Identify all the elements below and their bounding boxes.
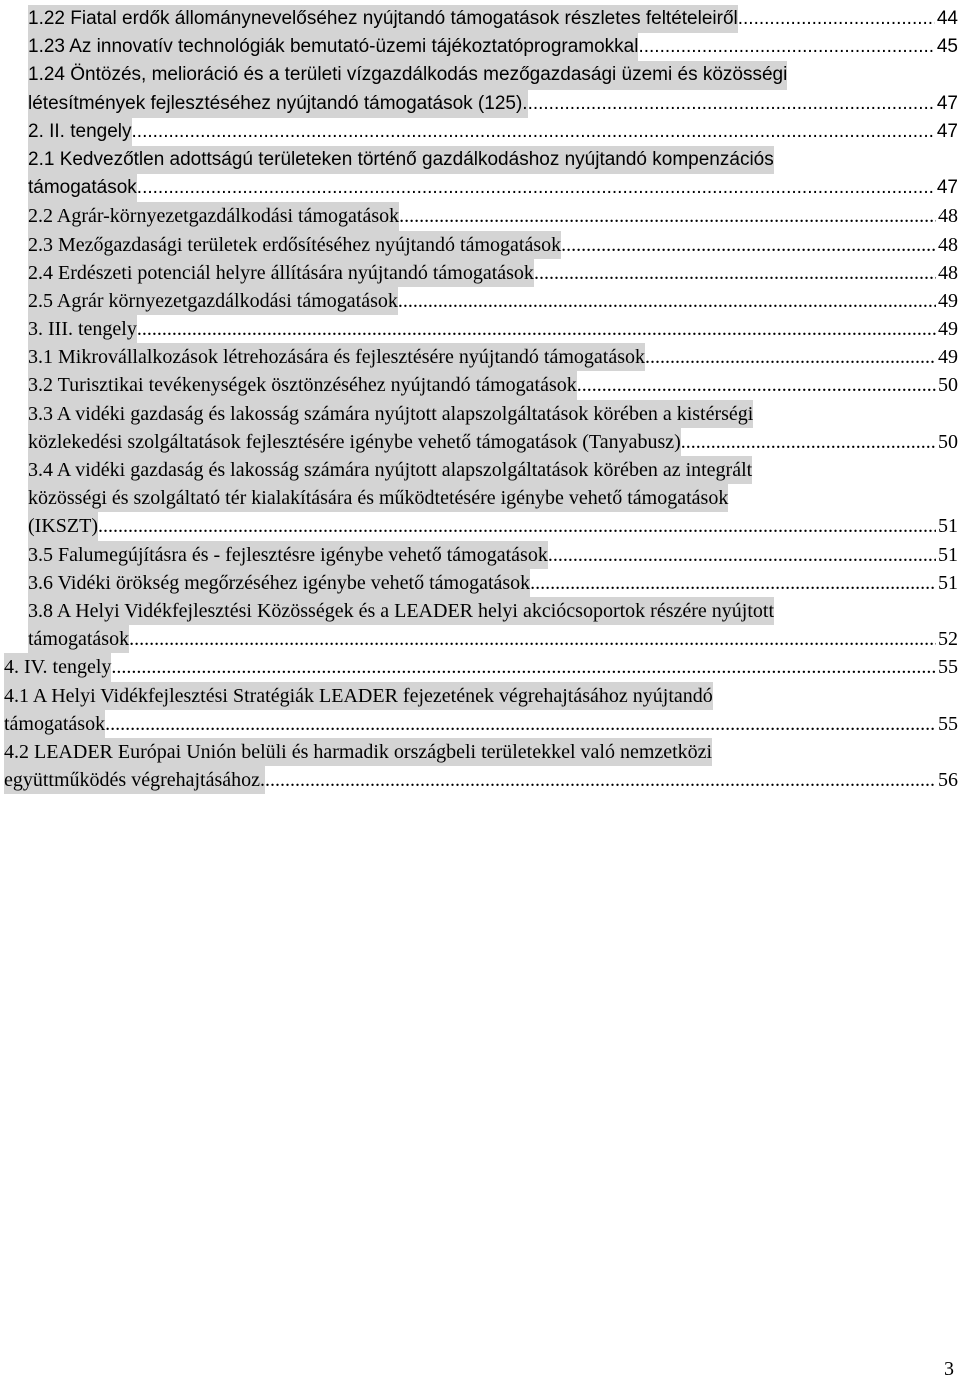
toc-entry-text: 2.4 Erdészeti potenciál helyre állítására nyújtandó támogatások: [28, 259, 534, 287]
toc-entry-text: 4.1 A Helyi Vidékfejlesztési Stratégiák LEADER fejezetének végrehajtásához nyújtandó: [4, 682, 713, 710]
table-of-contents: [4, 5, 958, 794]
toc-dot-leader: [577, 371, 936, 399]
toc-page-number: 55: [938, 712, 958, 735]
toc-page-number: 51: [938, 571, 958, 594]
toc-entry-text: 3.5 Falumegújításra és - fejlesztésre igénybe vehető támogatások: [28, 541, 548, 569]
toc-dot-leader: [681, 428, 936, 456]
toc-entry[interactable]: [4, 33, 958, 61]
toc-page-number: 48: [938, 233, 958, 256]
toc-entry[interactable]: [4, 315, 958, 343]
toc-entry-text: 1.22 Fiatal erdők állománynevelőséhez nyújtandó támogatások részletes feltételeiről: [28, 5, 738, 33]
toc-entry-text: támogatások: [28, 174, 137, 202]
toc-page-number: 47: [936, 92, 958, 114]
toc-entry-text: 4. IV. tengely: [4, 653, 111, 681]
toc-page-number: 45: [936, 36, 958, 58]
toc-page-number: 49: [938, 318, 958, 341]
toc-entry[interactable]: [4, 259, 958, 287]
toc-entry[interactable]: [4, 343, 958, 371]
toc-entry[interactable]: [4, 400, 958, 456]
toc-entry-text: 3.2 Turisztikai tevékenységek ösztönzéséhez nyújtandó támogatások: [28, 371, 577, 399]
toc-entry-text: 3. III. tengely: [28, 315, 137, 343]
toc-page-number: 55: [938, 656, 958, 679]
toc-dot-leader: [98, 512, 936, 540]
toc-dot-leader: [111, 653, 936, 681]
toc-page-number: 50: [938, 374, 958, 397]
toc-page-number: 51: [938, 543, 958, 566]
toc-entry-text: 1.23 Az innovatív technológiák bemutató-üzemi tájékoztatóprogramokkal: [28, 33, 638, 61]
toc-entry[interactable]: [4, 146, 958, 202]
toc-entry-text: 3.6 Vidéki örökség megőrzéséhez igénybe vehető támogatások: [28, 569, 530, 597]
toc-entry-text: 2.1 Kedvezőtlen adottságú területeken történő gazdálkodáshoz nyújtandó kompenzációs: [28, 146, 774, 174]
page-number: 3: [944, 1358, 954, 1380]
toc-entry-text: 3.8 A Helyi Vidékfejlesztési Közösségek és a LEADER helyi akciócsoportok részére nyújtott: [28, 597, 774, 625]
toc-dot-leader: [645, 343, 936, 371]
toc-dot-leader: [561, 231, 936, 259]
toc-entry[interactable]: [4, 371, 958, 399]
toc-entry[interactable]: [4, 202, 958, 230]
toc-entry-text: 2.5 Agrár környezetgazdálkodási támogatások: [28, 287, 398, 315]
toc-dot-leader: [399, 202, 936, 230]
toc-dot-leader: [534, 259, 936, 287]
toc-page-number: 48: [938, 205, 958, 228]
toc-dot-leader: [398, 287, 936, 315]
toc-entry[interactable]: [4, 682, 958, 738]
toc-entry[interactable]: [4, 569, 958, 597]
toc-entry[interactable]: [4, 456, 958, 541]
toc-entry[interactable]: [4, 597, 958, 653]
toc-page-number: 44: [936, 8, 958, 29]
toc-page-number: 47: [936, 177, 958, 199]
toc-page-number: 52: [938, 628, 958, 651]
toc-dot-leader: [738, 5, 935, 33]
toc-page-number: 50: [938, 430, 958, 453]
toc-entry-text: 3.3 A vidéki gazdaság és lakosság számára nyújtott alapszolgáltatások körében a kistérségi: [28, 400, 753, 428]
toc-entry[interactable]: [4, 653, 958, 681]
toc-entry-text: létesítmények fejlesztéséhez nyújtandó támogatások (125).: [28, 90, 528, 118]
toc-entry[interactable]: [4, 118, 958, 146]
toc-dot-leader: [528, 90, 935, 118]
toc-entry-text: közösségi és szolgáltató tér kialakítására és működtetésére igénybe vehető támogatások: [28, 484, 728, 512]
toc-entry-text: (IKSZT): [28, 512, 98, 540]
toc-dot-leader: [105, 710, 936, 738]
toc-entry-text: együttműködés végrehajtásához.: [4, 766, 265, 794]
toc-page-number: 49: [938, 346, 958, 369]
toc-dot-leader: [137, 315, 936, 343]
toc-dot-leader: [137, 174, 935, 202]
toc-dot-leader: [548, 541, 936, 569]
toc-dot-leader: [265, 766, 936, 794]
toc-page-number: 48: [938, 261, 958, 284]
toc-entry-text: közlekedési szolgáltatások fejlesztésére igénybe vehető támogatások (Tanyabusz): [28, 428, 681, 456]
toc-page-number: 49: [938, 289, 958, 312]
toc-entry-text: 2.2 Agrár-környezetgazdálkodási támogatások: [28, 202, 399, 230]
toc-dot-leader: [638, 33, 934, 61]
toc-entry-text: 3.4 A vidéki gazdaság és lakosság számára nyújtott alapszolgáltatások körében az integrált: [28, 456, 752, 484]
toc-dot-leader: [530, 569, 936, 597]
toc-entry[interactable]: [4, 61, 958, 117]
toc-dot-leader: [129, 625, 936, 653]
toc-page-number: 47: [936, 120, 958, 142]
toc-entry-text: 4.2 LEADER Európai Unión belüli és harmadik országbeli területekkel való nemzetközi: [4, 738, 712, 766]
toc-page-number: 51: [938, 515, 958, 538]
toc-entry-text: támogatások: [4, 710, 105, 738]
toc-entry[interactable]: [4, 5, 958, 33]
toc-entry-text: 3.1 Mikrovállalkozások létrehozására és fejlesztésére nyújtandó támogatások: [28, 343, 645, 371]
toc-entry-text: 2.3 Mezőgazdasági területek erdősítéséhez nyújtandó támogatások: [28, 231, 561, 259]
toc-entry-text: támogatások: [28, 625, 129, 653]
toc-entry[interactable]: [4, 231, 958, 259]
toc-entry[interactable]: [4, 287, 958, 315]
toc-entry[interactable]: [4, 541, 958, 569]
toc-entry[interactable]: [4, 738, 958, 794]
toc-entry-text: 2. II. tengely: [28, 118, 132, 146]
toc-dot-leader: [132, 118, 935, 146]
toc-page-number: 56: [938, 769, 958, 792]
toc-entry-text: 1.24 Öntözés, melioráció és a területi vízgazdálkodás mezőgazdasági üzemi és közösségi: [28, 61, 787, 89]
